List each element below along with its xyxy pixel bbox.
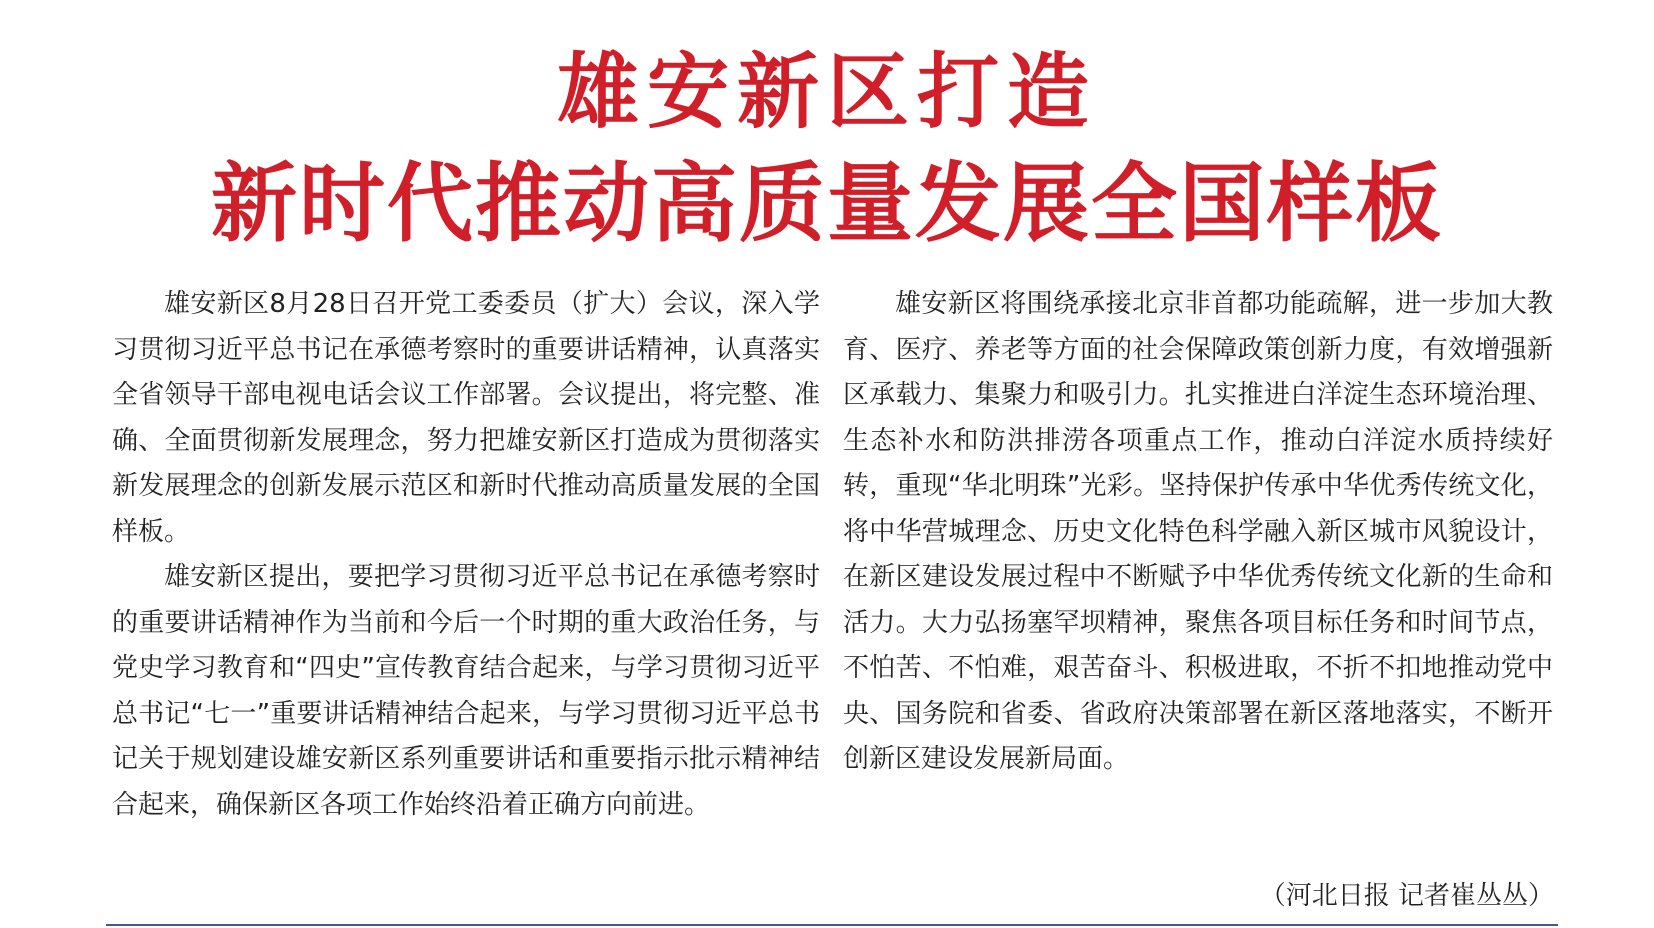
article-paragraph-1: 雄安新区8月28日召开党工委委员（扩大）会议，深入学习贯彻习近平总书记在承德考察时的重要讲话精神，认真落实全省领导干部电视电话会议工作部署。会议提出，将完整、准确、全面贯彻新发展理念，努力把雄安新区打造成为贯彻落实新发展理念的创新发展示范区和新时代推动高质量发展的全国样板。 (112, 289, 820, 547)
article-right-column (843, 282, 1553, 783)
article-left-column (112, 282, 820, 828)
article-paragraph-3: 雄安新区将围绕承接北京非首都功能疏解，进一步加大教育、医疗、养老等方面的社会保障政策创新力度，有效增强新区承载力、集聚力和吸引力。扎实推进白洋淀生态环境治理、生态补水和防洪排涝各项重点工作，推动白洋淀水质持续好转，重现“华北明珠”光彩。坚持保护传承中华优秀传统文化，将中华营城理念、历史文化特色科学融入新区城市风貌设计，在新区建设发展过程中不断赋予中华优秀传统文化新的生命和活力。大力弘扬塞罕坝精神，聚焦各项目标任务和时间节点，不怕苦、不怕难，艰苦奋斗、积极进取，不折不扣地推动党中央、国务院和省委、省政府决策部署在新区落地落实，不断开创新区建设发展新局面。 (843, 289, 1553, 774)
headline-line-2: 新时代推动高质量发展全国样板 (211, 153, 1443, 254)
headline-line-1: 雄安新区打造 (556, 44, 1097, 140)
article-byline: （河北日报 记者崔丛丛） (1259, 881, 1554, 911)
article-paragraph-2: 雄安新区提出，要把学习贯彻习近平总书记在承德考察时的重要讲话精神作为当前和今后一个时期的重大政治任务，与党史学习教育和“四史”宣传教育结合起来，与学习贯彻习近平总书记“七一”重要讲话精神结合起来，与学习贯彻习近平总书记关于规划建设雄安新区系列重要讲话和重要指示批示精神结合起来，确保新区各项工作始终沿着正确方向前进。 (112, 562, 820, 820)
bottom-divider (106, 924, 1558, 926)
